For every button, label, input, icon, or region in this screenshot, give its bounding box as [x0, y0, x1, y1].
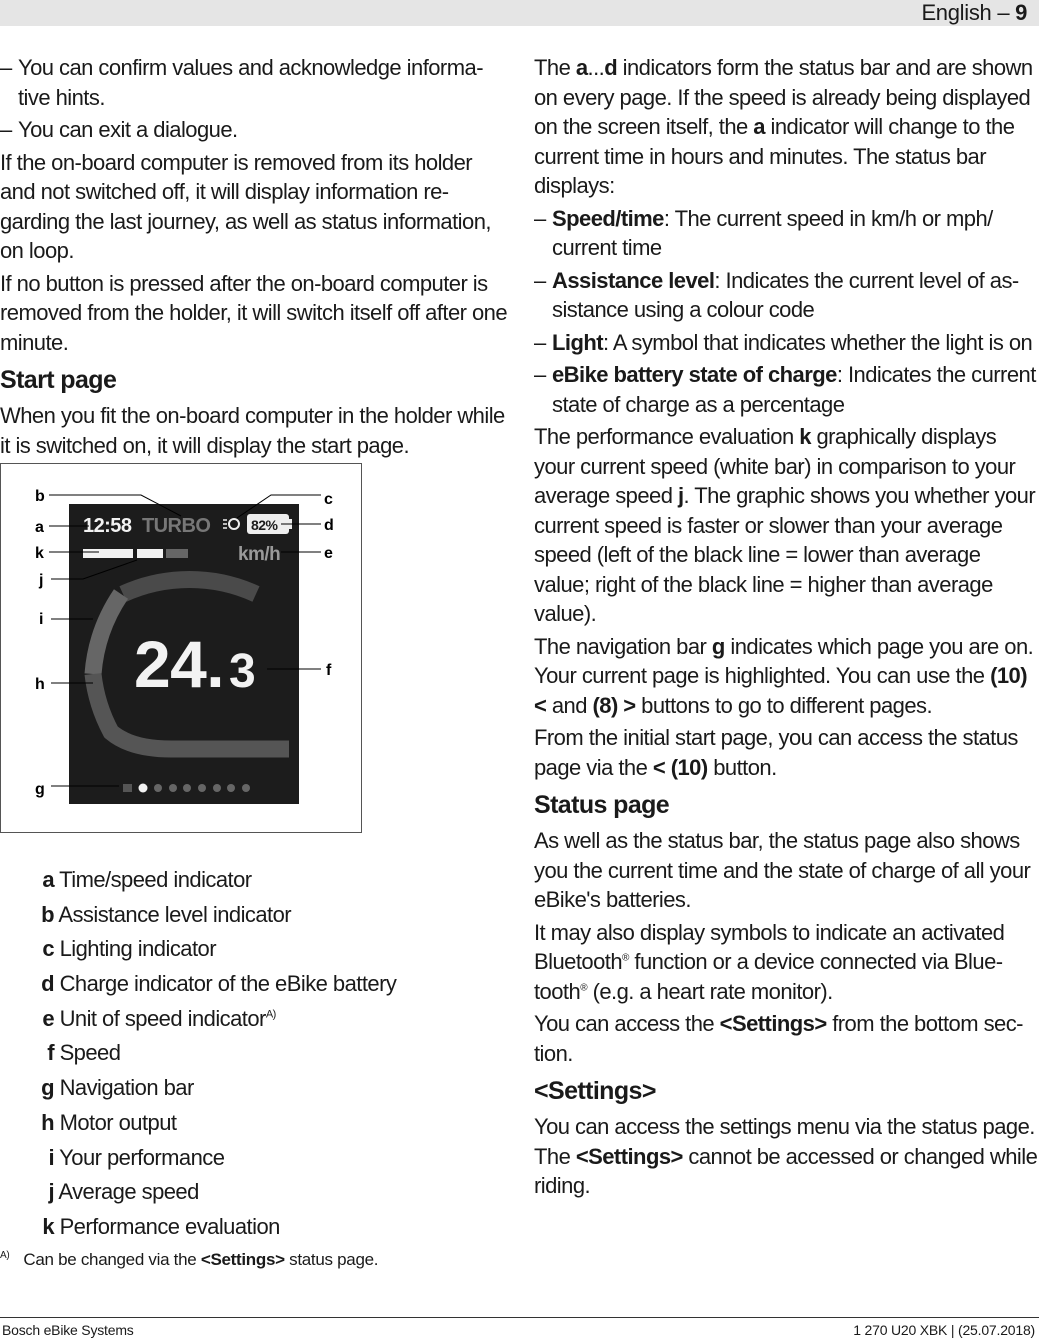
- callout-j: j: [39, 572, 43, 589]
- battery-percent: 82%: [251, 517, 278, 533]
- legend-item: i Your performance: [48, 1144, 225, 1170]
- left-column: [0, 53, 508, 1271]
- legend-item: d Charge indicator of the eBike battery: [41, 971, 397, 997]
- legend-item: f Speed: [47, 1040, 121, 1066]
- callout-g: g: [35, 781, 45, 798]
- page-header: [0, 0, 1039, 26]
- paragraph-switch-off: If no button is pressed after the on-board computer is removed from the holder, it will switch itself off after one minute.: [0, 270, 508, 355]
- nav-dot: [227, 784, 235, 792]
- paragraph-status-bar: The a...d indicators form the status bar and are shown on every page. If the speed is already being displayed on the screen itself, the a indicator will change to the current time in hours and minutes. The status bar displays:: [534, 55, 1033, 198]
- display-time: 12:58: [83, 515, 132, 537]
- figure-legend: [34, 863, 508, 1245]
- paragraph-status-access: From the initial start page, you can access the status page via the < (10) button.: [534, 725, 1018, 780]
- legend-item: e Unit of speed indicator$^{A)}$: [42, 1005, 276, 1031]
- callout-k: k: [35, 545, 44, 562]
- paragraph-removed: If the on-board computer is removed from its holder and not switched off, it will display information regarding the last journey, as well as status information, on loop.: [0, 149, 491, 263]
- header-language: English – 9: [921, 0, 1027, 25]
- page-footer: [0, 1317, 1039, 1338]
- display-illustration: [1, 464, 361, 832]
- performance-bar-white: [137, 549, 163, 558]
- display-figure: [0, 463, 362, 833]
- callout-h: h: [35, 676, 45, 693]
- bullet-speed-time: – Speed/time: The current speed in km/h or mph/ current time: [534, 204, 1039, 263]
- nav-dot: [169, 784, 177, 792]
- bullet-battery: – eBike battery state of charge: Indicates the current state of charge as a percentage: [534, 360, 1039, 419]
- heading-settings: <Settings>: [534, 1077, 656, 1105]
- display-unit: km/h: [238, 544, 281, 565]
- bullet-light: – Light: A symbol that indicates whether the light is on: [534, 328, 1039, 358]
- callout-a: a: [35, 519, 44, 536]
- display-speed-dec: 3: [229, 645, 256, 698]
- callout-i: i: [39, 611, 43, 628]
- paragraph-performance: The performance evaluation k graphically displays your current speed (white bar) in comparison to your average speed j. The graphic shows you whether your current speed is faster or slower than your average speed (left of the black line = lower than average value; right of the black line = higher than average value).: [534, 424, 1036, 626]
- callout-b: b: [35, 488, 45, 505]
- footer-doc-number: 1 270 U20 XBK | (25.07.2018): [853, 1322, 1035, 1338]
- heading-start-page: Start page: [0, 366, 117, 394]
- page-number: 9: [1015, 0, 1027, 25]
- nav-dot: [198, 784, 206, 792]
- nav-dot: [183, 784, 191, 792]
- display-speed-int: 24.: [134, 627, 225, 701]
- callout-e: e: [324, 545, 333, 562]
- callout-c: c: [324, 491, 333, 508]
- nav-dot: [154, 784, 162, 792]
- nav-dot: [242, 784, 250, 792]
- legend-item: j Average speed: [48, 1179, 199, 1205]
- heading-status-page: Status page: [534, 791, 670, 819]
- footnote: $^{A)}$ Can be changed via the <Settings> status page.: [0, 1249, 379, 1269]
- paragraph-settings: You can access the settings menu via the status page. The <Settings> cannot be accessed or changed while riding.: [534, 1114, 1038, 1198]
- nav-home-icon: [123, 784, 132, 792]
- bullet-assistance: – Assistance level: Indicates the current level of assistance using a colour code: [534, 266, 1039, 325]
- callout-d: d: [324, 517, 334, 534]
- legend-item: k Performance evaluation: [42, 1213, 280, 1239]
- nav-dot: [213, 784, 221, 792]
- paragraph-start-page: When you fit the on-board computer in the holder while it is switched on, it will display the start page.: [0, 403, 505, 458]
- callout-f: f: [326, 662, 331, 679]
- bullet-exit: – You can exit a dialogue.: [0, 115, 508, 145]
- right-column: [534, 53, 1039, 1204]
- paragraph-status-page: As well as the status bar, the status page also shows you the current time and the state of charge of all your eBike's batteries.: [534, 828, 1031, 912]
- legend-item: c Lighting indicator: [42, 936, 216, 962]
- legend-item: a Time/speed indicator: [42, 867, 252, 892]
- performance-bar-white: [83, 549, 133, 558]
- paragraph-navigation: The navigation bar g indicates which page you are on. Your current page is highlighted. You can use the (10) < and (8) > buttons to go to different pages.: [534, 633, 1034, 718]
- paragraph-bluetooth: It may also display symbols to indicate an activated Bluetooth® function or a device connected via Bluetooth® (e.g. a heart rate monitor).: [534, 919, 1005, 1004]
- paragraph-settings-access: You can access the <Settings> from the bottom section.: [534, 1011, 1024, 1066]
- nav-dot-active: [139, 784, 148, 793]
- footer-brand: Bosch eBike Systems: [2, 1322, 134, 1338]
- footnote-ref: A): [265, 1008, 276, 1021]
- legend-item: b Assistance level indicator: [41, 901, 292, 927]
- performance-bar-grey: [166, 549, 188, 558]
- display-mode: TURBO: [142, 515, 211, 537]
- bullet-confirm: – You can confirm values and acknowledge informative hints.: [0, 53, 508, 112]
- legend-item: g Navigation bar: [41, 1075, 194, 1101]
- legend-item: h Motor output: [41, 1109, 177, 1135]
